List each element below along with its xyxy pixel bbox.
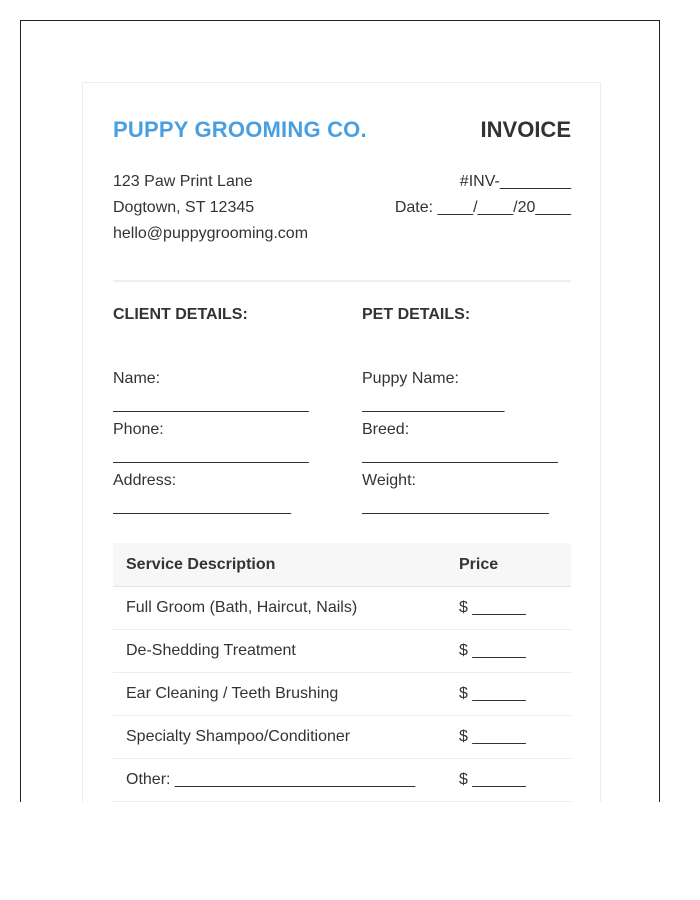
invoice-sheet [82,82,601,802]
invoice-meta-block [395,169,571,221]
client-name-input-line[interactable]: ______________________ [113,396,309,413]
price-cell[interactable]: $ ______ [459,685,526,702]
puppy-name-field [362,369,571,420]
company-address-block [113,169,308,247]
table-row [113,587,571,630]
other-service-cell[interactable]: Other: ___________________________ [126,771,416,788]
price-cell[interactable]: $ ______ [459,771,526,788]
client-phone-field [113,420,343,471]
price-header: Price [459,556,499,573]
price-cell[interactable]: $ ______ [459,599,526,616]
company-name: PUPPY GROOMING CO. [113,117,367,142]
client-phone-label: Phone: [113,421,164,438]
breed-field [362,420,571,471]
table-row [113,630,571,673]
client-details-heading: CLIENT DETAILS: [113,306,248,323]
pet-details-section [362,305,571,522]
breed-input-line[interactable]: ______________________ [362,447,558,464]
client-address-input-line[interactable]: ____________________ [113,498,291,515]
breed-label: Breed: [362,421,410,438]
service-description-cell: Ear Cleaning / Teeth Brushing [126,685,339,702]
table-row [113,716,571,759]
weight-input-line[interactable]: _____________________ [362,498,549,515]
client-name-label: Name: [113,370,161,387]
client-address-label: Address: [113,472,177,489]
service-description-header: Service Description [126,556,276,573]
invoice-title: INVOICE [480,117,571,142]
client-details-section [113,305,343,522]
service-description-cell: Specialty Shampoo/Conditioner [126,728,351,745]
price-cell[interactable]: $ ______ [459,642,526,659]
client-name-field [113,369,343,420]
price-cell[interactable]: $ ______ [459,728,526,745]
client-address-field [113,471,343,522]
pet-details-heading: PET DETAILS: [362,306,471,323]
weight-field [362,471,571,522]
table-row [113,759,571,802]
company-email: hello@puppygrooming.com [113,225,309,242]
invoice-date-field[interactable]: Date: ____/____/20____ [394,199,571,216]
address-line-2: Dogtown, ST 12345 [113,199,255,216]
address-line-1: 123 Paw Print Lane [113,173,253,190]
header-divider [113,280,571,282]
invoice-number-field[interactable]: #INV-________ [459,173,571,190]
weight-label: Weight: [362,472,416,489]
service-description-cell: Full Groom (Bath, Haircut, Nails) [126,599,358,616]
puppy-name-label: Puppy Name: [362,370,459,387]
page-frame [20,20,660,802]
table-row [113,673,571,716]
service-description-cell: De-Shedding Treatment [126,642,296,659]
services-table-header [113,543,571,587]
client-phone-input-line[interactable]: ______________________ [113,447,309,464]
services-table [113,543,571,802]
puppy-name-input-line[interactable]: ________________ [362,396,505,413]
